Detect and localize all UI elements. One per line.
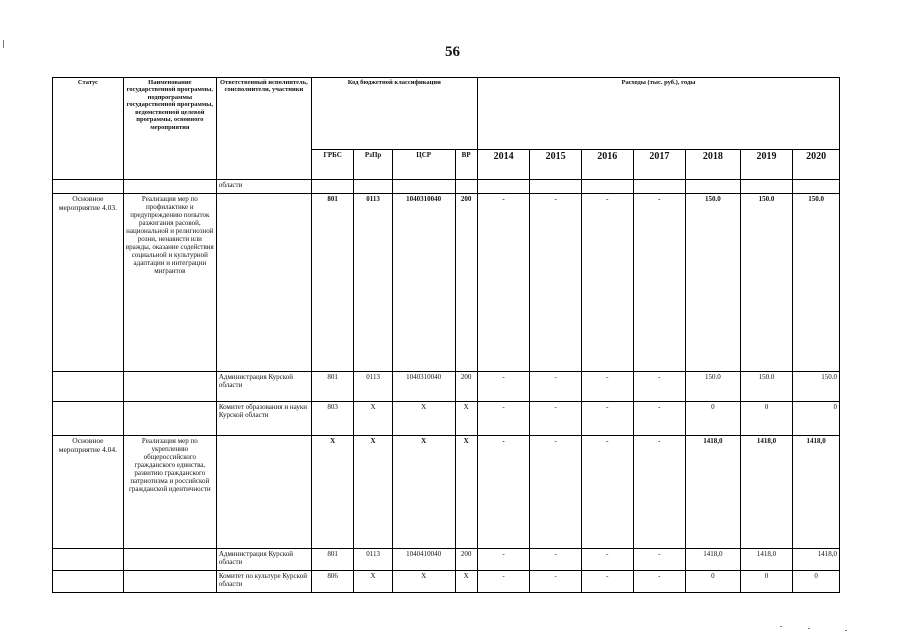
- value-cell: 0: [686, 402, 741, 436]
- value-cell: [477, 180, 530, 194]
- value-cell: -: [633, 372, 686, 402]
- header-status: Статус: [53, 78, 124, 180]
- status-cell: [53, 180, 124, 194]
- value-cell: 0: [740, 571, 793, 593]
- value-cell: 150.0: [740, 372, 793, 402]
- value-cell: -: [530, 549, 582, 571]
- vr-cell: [455, 180, 477, 194]
- rzpr-cell: 0113: [354, 549, 392, 571]
- csr-cell: Х: [392, 402, 455, 436]
- status-cell: [53, 402, 124, 436]
- name-cell: [123, 180, 216, 194]
- header-year-2017: 2017: [633, 150, 686, 180]
- header-year-2016: 2016: [581, 150, 633, 180]
- header-rzpr: РзПр: [354, 150, 392, 180]
- vr-cell: 200: [455, 372, 477, 402]
- value-cell: -: [581, 436, 633, 549]
- value-cell: 150.0: [793, 372, 840, 402]
- rzpr-cell: Х: [354, 402, 392, 436]
- value-cell: -: [530, 194, 582, 372]
- name-cell: [123, 372, 216, 402]
- csr-cell: Х: [392, 436, 455, 549]
- csr-cell: Х: [392, 571, 455, 593]
- name-cell: Реализация мер по укреплению общероссийского гражданского единства, развитию гражданского патриотизма и российской гражданской идентичности: [123, 436, 216, 549]
- value-cell: [530, 180, 582, 194]
- value-cell: [793, 180, 840, 194]
- value-cell: [633, 180, 686, 194]
- scan-speck: [780, 626, 782, 627]
- header-year-2020: 2020: [793, 150, 840, 180]
- status-cell: [53, 372, 124, 402]
- rzpr-cell: 0113: [354, 194, 392, 372]
- value-cell: 1418,0: [740, 549, 793, 571]
- value-cell: 0: [793, 571, 840, 593]
- name-cell: [123, 571, 216, 593]
- value-cell: 150.0: [793, 194, 840, 372]
- value-cell: -: [581, 194, 633, 372]
- header-year-2015: 2015: [530, 150, 582, 180]
- value-cell: 1418,0: [793, 549, 840, 571]
- value-cell: 150.0: [686, 194, 741, 372]
- value-cell: 1418,0: [686, 549, 741, 571]
- rzpr-cell: 0113: [354, 372, 392, 402]
- status-cell: Основное мероприятие 4.04.: [53, 436, 124, 549]
- value-cell: 1418,0: [686, 436, 741, 549]
- vr-cell: 200: [455, 549, 477, 571]
- value-cell: -: [530, 571, 582, 593]
- status-cell: [53, 549, 124, 571]
- vr-cell: Х: [455, 436, 477, 549]
- table-row: [53, 549, 840, 571]
- executor-cell: Администрация Курской области: [216, 372, 311, 402]
- csr-cell: 1040410040: [392, 549, 455, 571]
- value-cell: 1418,0: [740, 436, 793, 549]
- value-cell: -: [633, 436, 686, 549]
- value-cell: -: [633, 194, 686, 372]
- table-row: [53, 180, 840, 194]
- table-row: [53, 194, 840, 372]
- vr-cell: Х: [455, 402, 477, 436]
- grbs-cell: 803: [311, 402, 353, 436]
- value-cell: -: [477, 571, 530, 593]
- header-expenses: Расходы (тыс. руб.), годы: [477, 78, 839, 150]
- value-cell: 1418,0: [793, 436, 840, 549]
- value-cell: -: [633, 571, 686, 593]
- value-cell: [740, 180, 793, 194]
- header-year-2018: 2018: [686, 150, 741, 180]
- value-cell: -: [477, 372, 530, 402]
- value-cell: -: [633, 549, 686, 571]
- executor-cell: Комитет образования и науки Курской области: [216, 402, 311, 436]
- table-row: [53, 571, 840, 593]
- grbs-cell: Х: [311, 436, 353, 549]
- value-cell: -: [581, 571, 633, 593]
- csr-cell: 1040310040: [392, 194, 455, 372]
- scan-speck: [845, 630, 847, 631]
- header-name: Наименование государственной программы, подпрограммы государственной программы, ведомственной целевой программы, основного мероприятия: [123, 78, 216, 180]
- value-cell: 150.0: [686, 372, 741, 402]
- grbs-cell: 801: [311, 194, 353, 372]
- vr-cell: 200: [455, 194, 477, 372]
- rzpr-cell: [354, 180, 392, 194]
- value-cell: -: [633, 402, 686, 436]
- rzpr-cell: Х: [354, 436, 392, 549]
- value-cell: 150.0: [740, 194, 793, 372]
- vr-cell: Х: [455, 571, 477, 593]
- executor-cell: Администрация Курской области: [216, 549, 311, 571]
- value-cell: [581, 180, 633, 194]
- csr-cell: 1040310040: [392, 372, 455, 402]
- value-cell: [686, 180, 741, 194]
- value-cell: 0: [740, 402, 793, 436]
- name-cell: [123, 549, 216, 571]
- header-year-2014: 2014: [477, 150, 530, 180]
- value-cell: -: [581, 402, 633, 436]
- grbs-cell: [311, 180, 353, 194]
- value-cell: -: [530, 402, 582, 436]
- table-row: [53, 372, 840, 402]
- grbs-cell: 806: [311, 571, 353, 593]
- value-cell: -: [477, 402, 530, 436]
- header-year-2019: 2019: [740, 150, 793, 180]
- value-cell: -: [581, 549, 633, 571]
- scan-speck: [808, 628, 810, 629]
- value-cell: -: [477, 436, 530, 549]
- header-vr: ВР: [455, 150, 477, 180]
- page-number: 56: [445, 44, 460, 60]
- grbs-cell: 801: [311, 372, 353, 402]
- executor-cell: [216, 436, 311, 549]
- value-cell: -: [477, 194, 530, 372]
- table-row: [53, 436, 840, 549]
- csr-cell: [392, 180, 455, 194]
- value-cell: 0: [686, 571, 741, 593]
- name-cell: [123, 402, 216, 436]
- header-budget-code: Код бюджетной классификации: [311, 78, 477, 150]
- grbs-cell: 801: [311, 549, 353, 571]
- value-cell: -: [581, 372, 633, 402]
- value-cell: -: [530, 372, 582, 402]
- name-cell: Реализация мер по профилактике и предупреждению попыток разжигания расовой, национальной и религиозной розни, ненависти или вражды, оказание содействия социальной и культурной адаптации и интеграции мигрантов: [123, 194, 216, 372]
- header-executor: Ответственный исполнитель, соисполнители, участники: [216, 78, 311, 180]
- value-cell: 0: [793, 402, 840, 436]
- table-row: [53, 402, 840, 436]
- executor-cell: [216, 194, 311, 372]
- header-csr: ЦСР: [392, 150, 455, 180]
- value-cell: -: [477, 549, 530, 571]
- scan-speck: [3, 40, 4, 48]
- header-grbs: ГРБС: [311, 150, 353, 180]
- status-cell: [53, 571, 124, 593]
- executor-cell: области: [216, 180, 311, 194]
- executor-cell: Комитет по культуре Курской области: [216, 571, 311, 593]
- budget-table: [52, 77, 840, 593]
- rzpr-cell: Х: [354, 571, 392, 593]
- value-cell: -: [530, 436, 582, 549]
- status-cell: Основное мероприятие 4.03.: [53, 194, 124, 372]
